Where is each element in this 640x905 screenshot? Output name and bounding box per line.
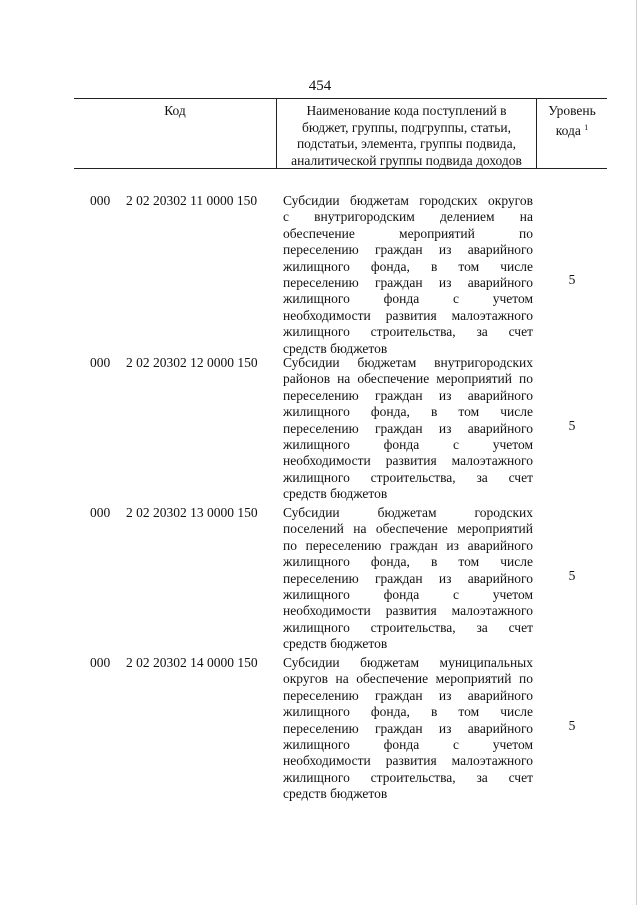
description-line: средств бюджетов bbox=[283, 340, 388, 356]
description-line: жилищного фонда с учетом bbox=[283, 586, 533, 602]
admin-code: 000 bbox=[90, 193, 111, 208]
description-line: переселению граждан из аварийного bbox=[283, 274, 533, 290]
description-line: переселению граждан из аварийного bbox=[283, 420, 533, 436]
description-line: жилищного строительства, за счет bbox=[283, 324, 533, 340]
admin-code: 000 bbox=[90, 505, 111, 520]
header-name-line: Наименование кода поступлений в bbox=[306, 103, 507, 118]
header-level-text: кода bbox=[555, 122, 581, 138]
header-level-line1: Уровень bbox=[548, 103, 596, 118]
description-line: переселению граждан из аварийного bbox=[283, 687, 533, 703]
table-header bbox=[74, 98, 607, 169]
description-line: жилищного фонда, в том числе bbox=[283, 704, 533, 720]
row-description bbox=[283, 505, 533, 653]
description-line: Субсидии бюджетам городских округов bbox=[283, 193, 533, 208]
description-line: Субсидии бюджетам городских bbox=[283, 505, 533, 520]
table-row bbox=[74, 355, 607, 503]
description-line: жилищного фонда, в том числе bbox=[283, 554, 533, 570]
row-description bbox=[283, 355, 533, 503]
description-line: с внутригородским делением на bbox=[283, 209, 533, 225]
description-line: жилищного фонда с учетом bbox=[283, 736, 533, 752]
description-line: жилищного фонда, в том числе bbox=[283, 258, 533, 274]
description-line: переселению граждан из аварийного bbox=[283, 570, 533, 586]
footnote-mark: 1 bbox=[584, 122, 589, 132]
table-row bbox=[74, 193, 607, 357]
header-name bbox=[277, 99, 537, 168]
description-line: жилищного фонда, в том числе bbox=[283, 404, 533, 420]
description-line: Субсидии бюджетам внутригородских bbox=[283, 355, 533, 370]
description-line: переселению граждан из аварийного bbox=[283, 387, 533, 403]
description-line: переселению граждан из аварийного bbox=[283, 720, 533, 736]
header-level-line2 bbox=[537, 120, 607, 140]
budget-code: 2 02 20302 14 0000 150 bbox=[126, 655, 258, 670]
description-line: необходимости развития малоэтажного bbox=[283, 453, 533, 469]
header-code: Код bbox=[74, 99, 277, 168]
description-line: необходимости развития малоэтажного bbox=[283, 603, 533, 619]
description-line: жилищного строительства, за счет bbox=[283, 469, 533, 485]
description-line: поселений на обеспечение мероприятий bbox=[283, 521, 533, 537]
code-level: 5 bbox=[568, 717, 576, 733]
description-line: районов на обеспечение мероприятий по bbox=[283, 371, 533, 387]
header-level bbox=[537, 99, 607, 168]
description-line: Субсидии бюджетам муниципальных bbox=[283, 655, 533, 670]
table-row bbox=[74, 505, 607, 653]
header-name-line: бюджет, группы, подгруппы, статьи, bbox=[302, 119, 511, 135]
description-line: средств бюджетов bbox=[283, 636, 388, 652]
admin-code: 000 bbox=[90, 655, 111, 670]
admin-code: 000 bbox=[90, 355, 111, 370]
description-line: жилищного строительства, за счет bbox=[283, 769, 533, 785]
table-row bbox=[74, 655, 607, 803]
budget-code: 2 02 20302 11 0000 150 bbox=[126, 193, 258, 208]
page-number: 454 bbox=[308, 78, 332, 94]
description-line: жилищного строительства, за счет bbox=[283, 619, 533, 635]
description-line: обеспечение мероприятий по bbox=[283, 225, 533, 241]
code-level: 5 bbox=[568, 567, 576, 583]
description-line: переселению граждан из аварийного bbox=[283, 242, 533, 258]
header-name-line: аналитической группы подвида доходов bbox=[291, 152, 522, 168]
row-description bbox=[283, 655, 533, 803]
description-line: средств бюджетов bbox=[283, 786, 388, 802]
description-line: округов на обеспечение мероприятий по bbox=[283, 671, 533, 687]
description-line: необходимости развития малоэтажного bbox=[283, 307, 533, 323]
budget-code: 2 02 20302 12 0000 150 bbox=[126, 355, 258, 370]
page-edge bbox=[636, 0, 637, 905]
description-line: средств бюджетов bbox=[283, 486, 388, 502]
description-line: жилищного фонда с учетом bbox=[283, 291, 533, 307]
code-level: 5 bbox=[568, 272, 576, 287]
code-level: 5 bbox=[568, 417, 576, 433]
description-line: по переселению граждан из аварийного bbox=[283, 537, 533, 553]
row-description bbox=[283, 193, 533, 357]
description-line: необходимости развития малоэтажного bbox=[283, 753, 533, 769]
header-name-line: подстатьи, элемента, группы подвида, bbox=[296, 136, 517, 151]
budget-code: 2 02 20302 13 0000 150 bbox=[126, 505, 258, 520]
description-line: жилищного фонда с учетом bbox=[283, 436, 533, 452]
